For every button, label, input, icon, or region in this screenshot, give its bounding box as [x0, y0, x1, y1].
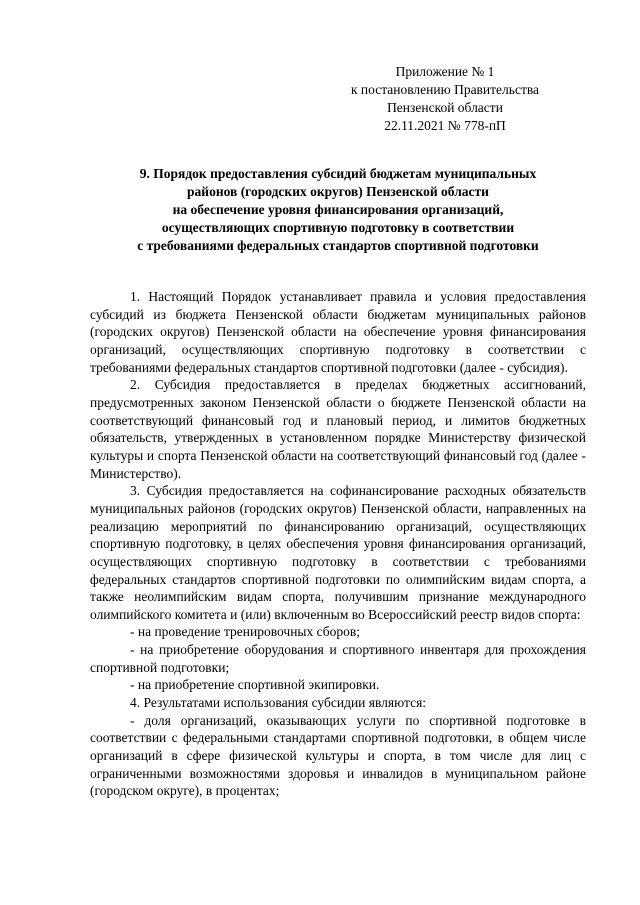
appendix-number: Приложение № 1 [395, 64, 495, 79]
title-line: с требованиями федеральных стандартов спортивной подготовки [137, 238, 539, 253]
paragraph-1: 1. Настоящий Порядок устанавливает правила и условия предоставления субсидий из бюджета Пензенской области бюджетам муниципальных районов (городских округов) Пензенской области на обеспечение уровня финансирования организаций, осуществляющих спортивную подготовку в соответствии с требованиями федеральных стандартов спортивной подготовки (далее - субсидия). [90, 289, 586, 375]
title-line: на обеспечение уровня финансирования организаций, [172, 202, 504, 217]
appendix-header [330, 63, 560, 135]
list-item: - на приобретение оборудования и спортивного инвентаря для прохождения спортивной подготовки; [90, 642, 586, 675]
title-line: осуществляющих спортивную подготовку в соответствии [161, 220, 515, 235]
appendix-region: Пензенской области [387, 100, 503, 115]
document-title [88, 165, 588, 255]
list-item: - на проведение тренировочных сборов; [130, 624, 361, 640]
list-item: - на приобретение спортивной экипировки. [130, 677, 380, 693]
paragraph-2: 2. Субсидия предоставляется в пределах бюджетных ассигнований, предусмотренных законом Пензенской области о бюджете Пензенской области на соответствующий финансовый год и плановый период, и лимитов бюджетных обязательств, утвержденных в установленном порядке Министерству физической культуры и спорта Пензенской области на соответствующий финансовый год (далее - Министерство). [90, 377, 586, 481]
document-body [90, 288, 586, 800]
list-item: - доля организаций, оказывающих услуги по спортивной подготовке в соответствии с федеральными стандартами спортивной подготовки, в общем числе организаций в сфере физической культуры и спорта, в том числе для лиц с ограниченными возможностями здоровья и инвалидов в муниципальном районе (городском округе), в процентах; [90, 712, 586, 799]
title-line: 9. Порядок предоставления субсидий бюджетам муниципальных [139, 166, 537, 181]
paragraph-4: 4. Результатами использования субсидии являются: [130, 695, 427, 711]
title-line: районов (городских округов) Пензенской области [187, 184, 489, 199]
appendix-date-number: 22.11.2021 № 778-пП [384, 118, 506, 133]
paragraph-3: 3. Субсидия предоставляется на софинансирование расходных обязательств муниципальных районов (городских округов) Пензенской области, направленных на реализацию мероприятий по финансированию организаций, осуществляющих спортивную подготовку, в целях обеспечения уровня финансирования организаций, осуществляющих спортивную подготовку в соответствии с требованиями федеральных стандартов спортивной подготовки по олимпийским видам спорта, а также неолимпийским видам спорта, получившим признание международного олимпийского комитета и (или) включенным во Всероссийский реестр видов спорта: [90, 483, 586, 622]
appendix-reference: к постановлению Правительства [350, 82, 540, 97]
